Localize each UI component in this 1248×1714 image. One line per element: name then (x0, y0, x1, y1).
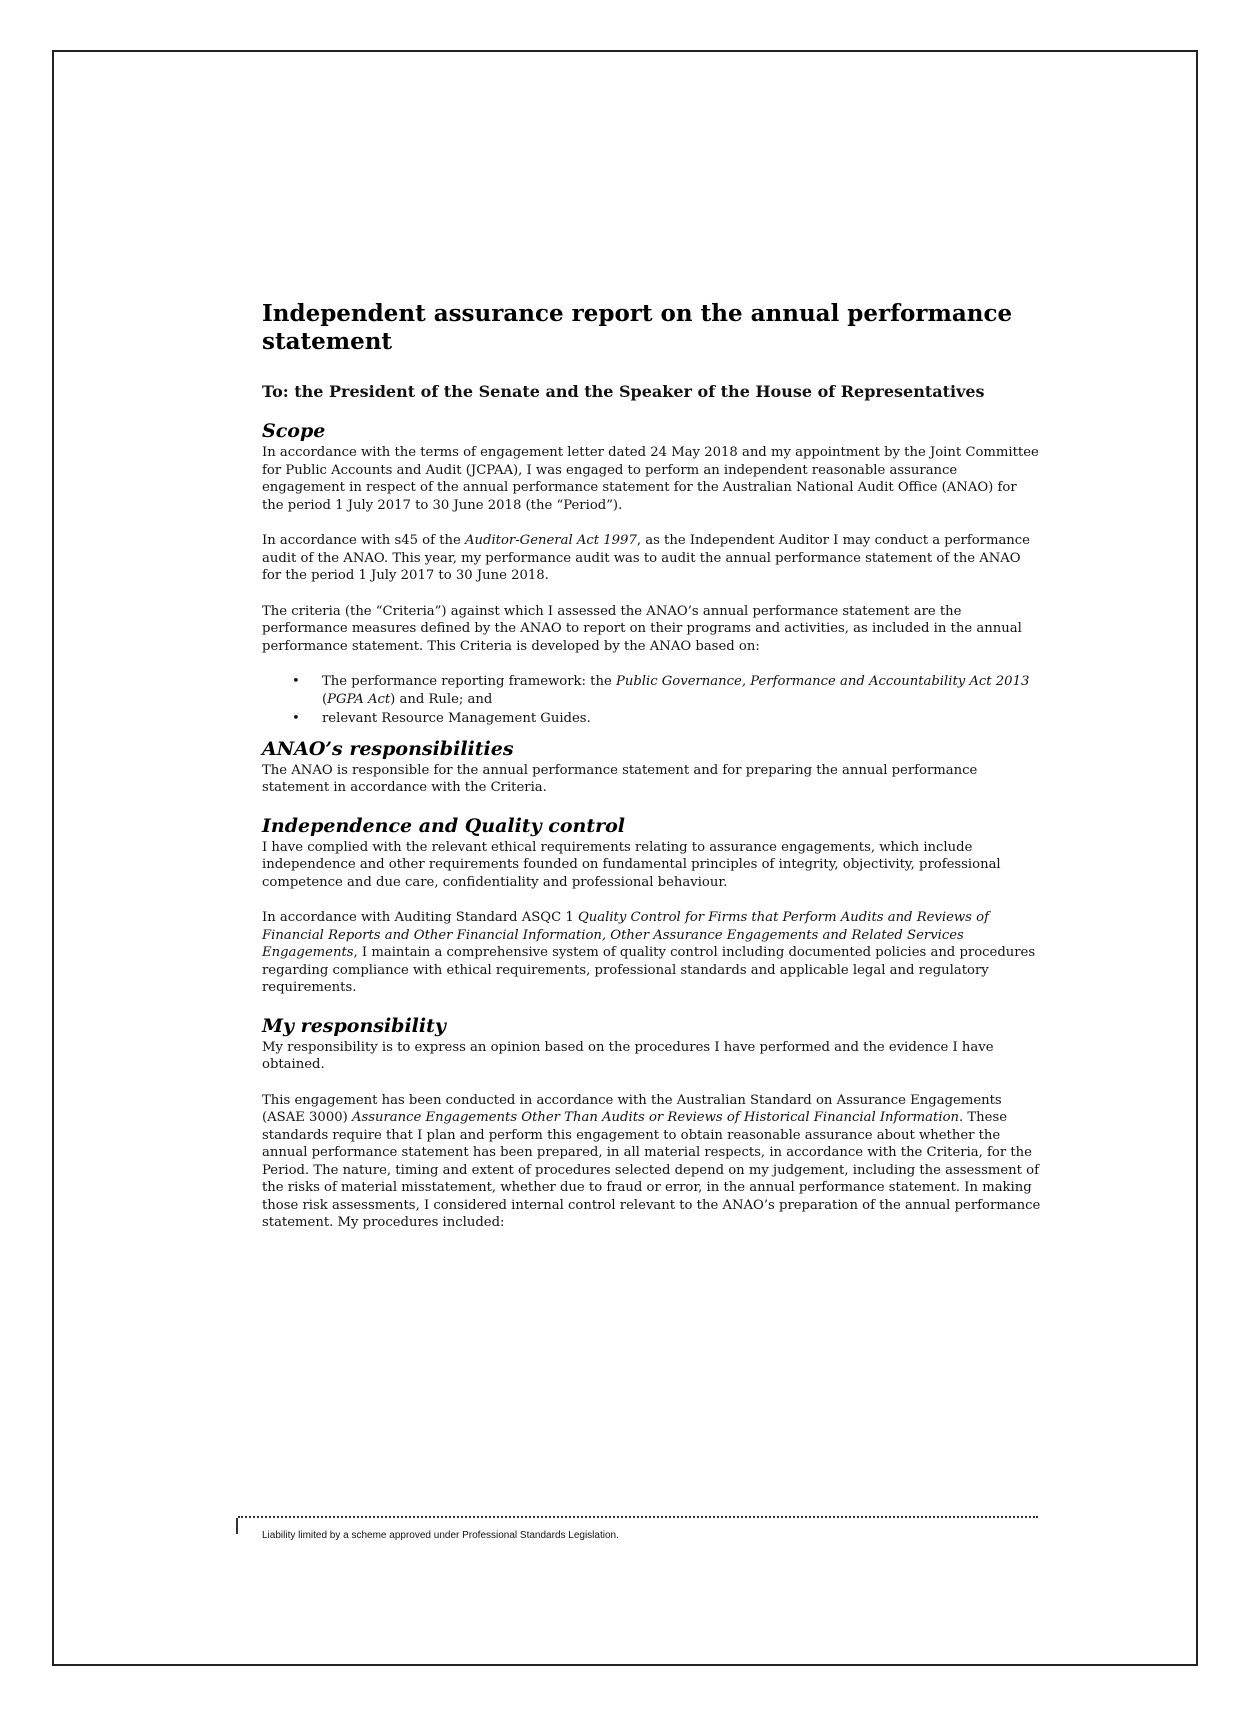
scope-heading: Scope (262, 420, 326, 442)
anao-responsibilities-section (262, 738, 1042, 797)
independence-paragraph-2: In accordance with Auditing Standard ASQC 1 Quality Control for Firms that Perform Audits and Reviews of Financial Reports and Other Financial Information, Other Assurance Engagements and Related Services Engagements, I maintain a comprehensive system of quality control including documented policies and procedures regarding compliance with ethical requirements, professional standards and applicable legal and regulatory requirements. (262, 910, 1036, 995)
scope-section (262, 420, 1042, 728)
independence-section (262, 815, 1042, 997)
footer-liability-note: Liability limited by a scheme approved under Professional Standards Legislation. (262, 1530, 619, 1541)
list-item: • relevant Resource Management Guides. (292, 711, 591, 726)
anao-responsibilities-paragraph: The ANAO is responsible for the annual performance statement and for preparing the annual performance statement in accordance with the Criteria. (262, 762, 978, 795)
scope-paragraph-2: In accordance with s45 of the Auditor-General Act 1997, as the Independent Auditor I may conduct a performance audit of the ANAO. This year, my performance audit was to audit the annual performance statement of the ANAO for the period 1 July 2017 to 30 June 2018. (262, 533, 1030, 583)
scope-paragraph-3: The criteria (the “Criteria”) against which I assessed the ANAO’s annual performance statement are the performance measures defined by the ANAO to report on their programs and activities, as included in the annual performance statement. This Criteria is developed by the ANAO based on: (262, 603, 1022, 654)
scope-paragraph-1: In accordance with the terms of engagement letter dated 24 May 2018 and my appointment by the Joint Committee for Public Accounts and Audit (JCPAA), I was engaged to perform an independent reasonable assurance engagement in respect of the annual performance statement for the Australian National Audit Office (ANAO) for the period 1 July 2017 to 30 June 2018 (the “Period”). (262, 445, 1039, 513)
page-title: Independent assurance report on the annual performance statement (262, 300, 1013, 355)
bullet-icon: • (292, 674, 300, 689)
independence-heading: Independence and Quality control (262, 814, 626, 837)
my-responsibility-section (262, 1015, 1042, 1232)
criteria-list (262, 673, 1042, 728)
my-responsibility-heading: My responsibility (262, 1014, 446, 1037)
addressee-line: To: the President of the Senate and the Speaker of the House of Representatives (262, 382, 985, 401)
bullet-icon: • (292, 711, 300, 726)
footer-divider (238, 1516, 1038, 1518)
my-responsibility-paragraph-1: My responsibility is to express an opinion based on the procedures I have performed and the evidence I have obtained. (262, 1039, 994, 1072)
footer-corner-mark (236, 1518, 241, 1534)
my-responsibility-paragraph-2: This engagement has been conducted in accordance with the Australian Standard on Assurance Engagements (ASAE 3000) Assurance Engagements Other Than Audits or Reviews of Historical Financial Information. These standards require that I plan and perform this engagement to obtain reasonable assurance about whether the annual performance statement has been prepared, in all material respects, in accordance with the Criteria, for the Period. The nature, timing and extent of procedures selected depend on my judgement, including the assessment of the risks of material misstatement, whether due to fraud or error, in the annual performance statement. In making those risk assessments, I considered internal control relevant to the ANAO’s preparation of the annual performance statement. My procedures included: (262, 1092, 1041, 1230)
independence-paragraph-1: I have complied with the relevant ethical requirements relating to assurance engagements, which include independence and other requirements founded on fundamental principles of integrity, objectivity, professional competence and due care, confidentiality and professional behaviour. (262, 839, 1001, 890)
report-body (262, 300, 1042, 1250)
anao-responsibilities-heading: ANAO’s responsibilities (262, 737, 514, 760)
list-item: • The performance reporting framework: the Public Governance, Performance and Accountability Act 2013 (PGPA Act) and Rule; and (292, 674, 1030, 707)
